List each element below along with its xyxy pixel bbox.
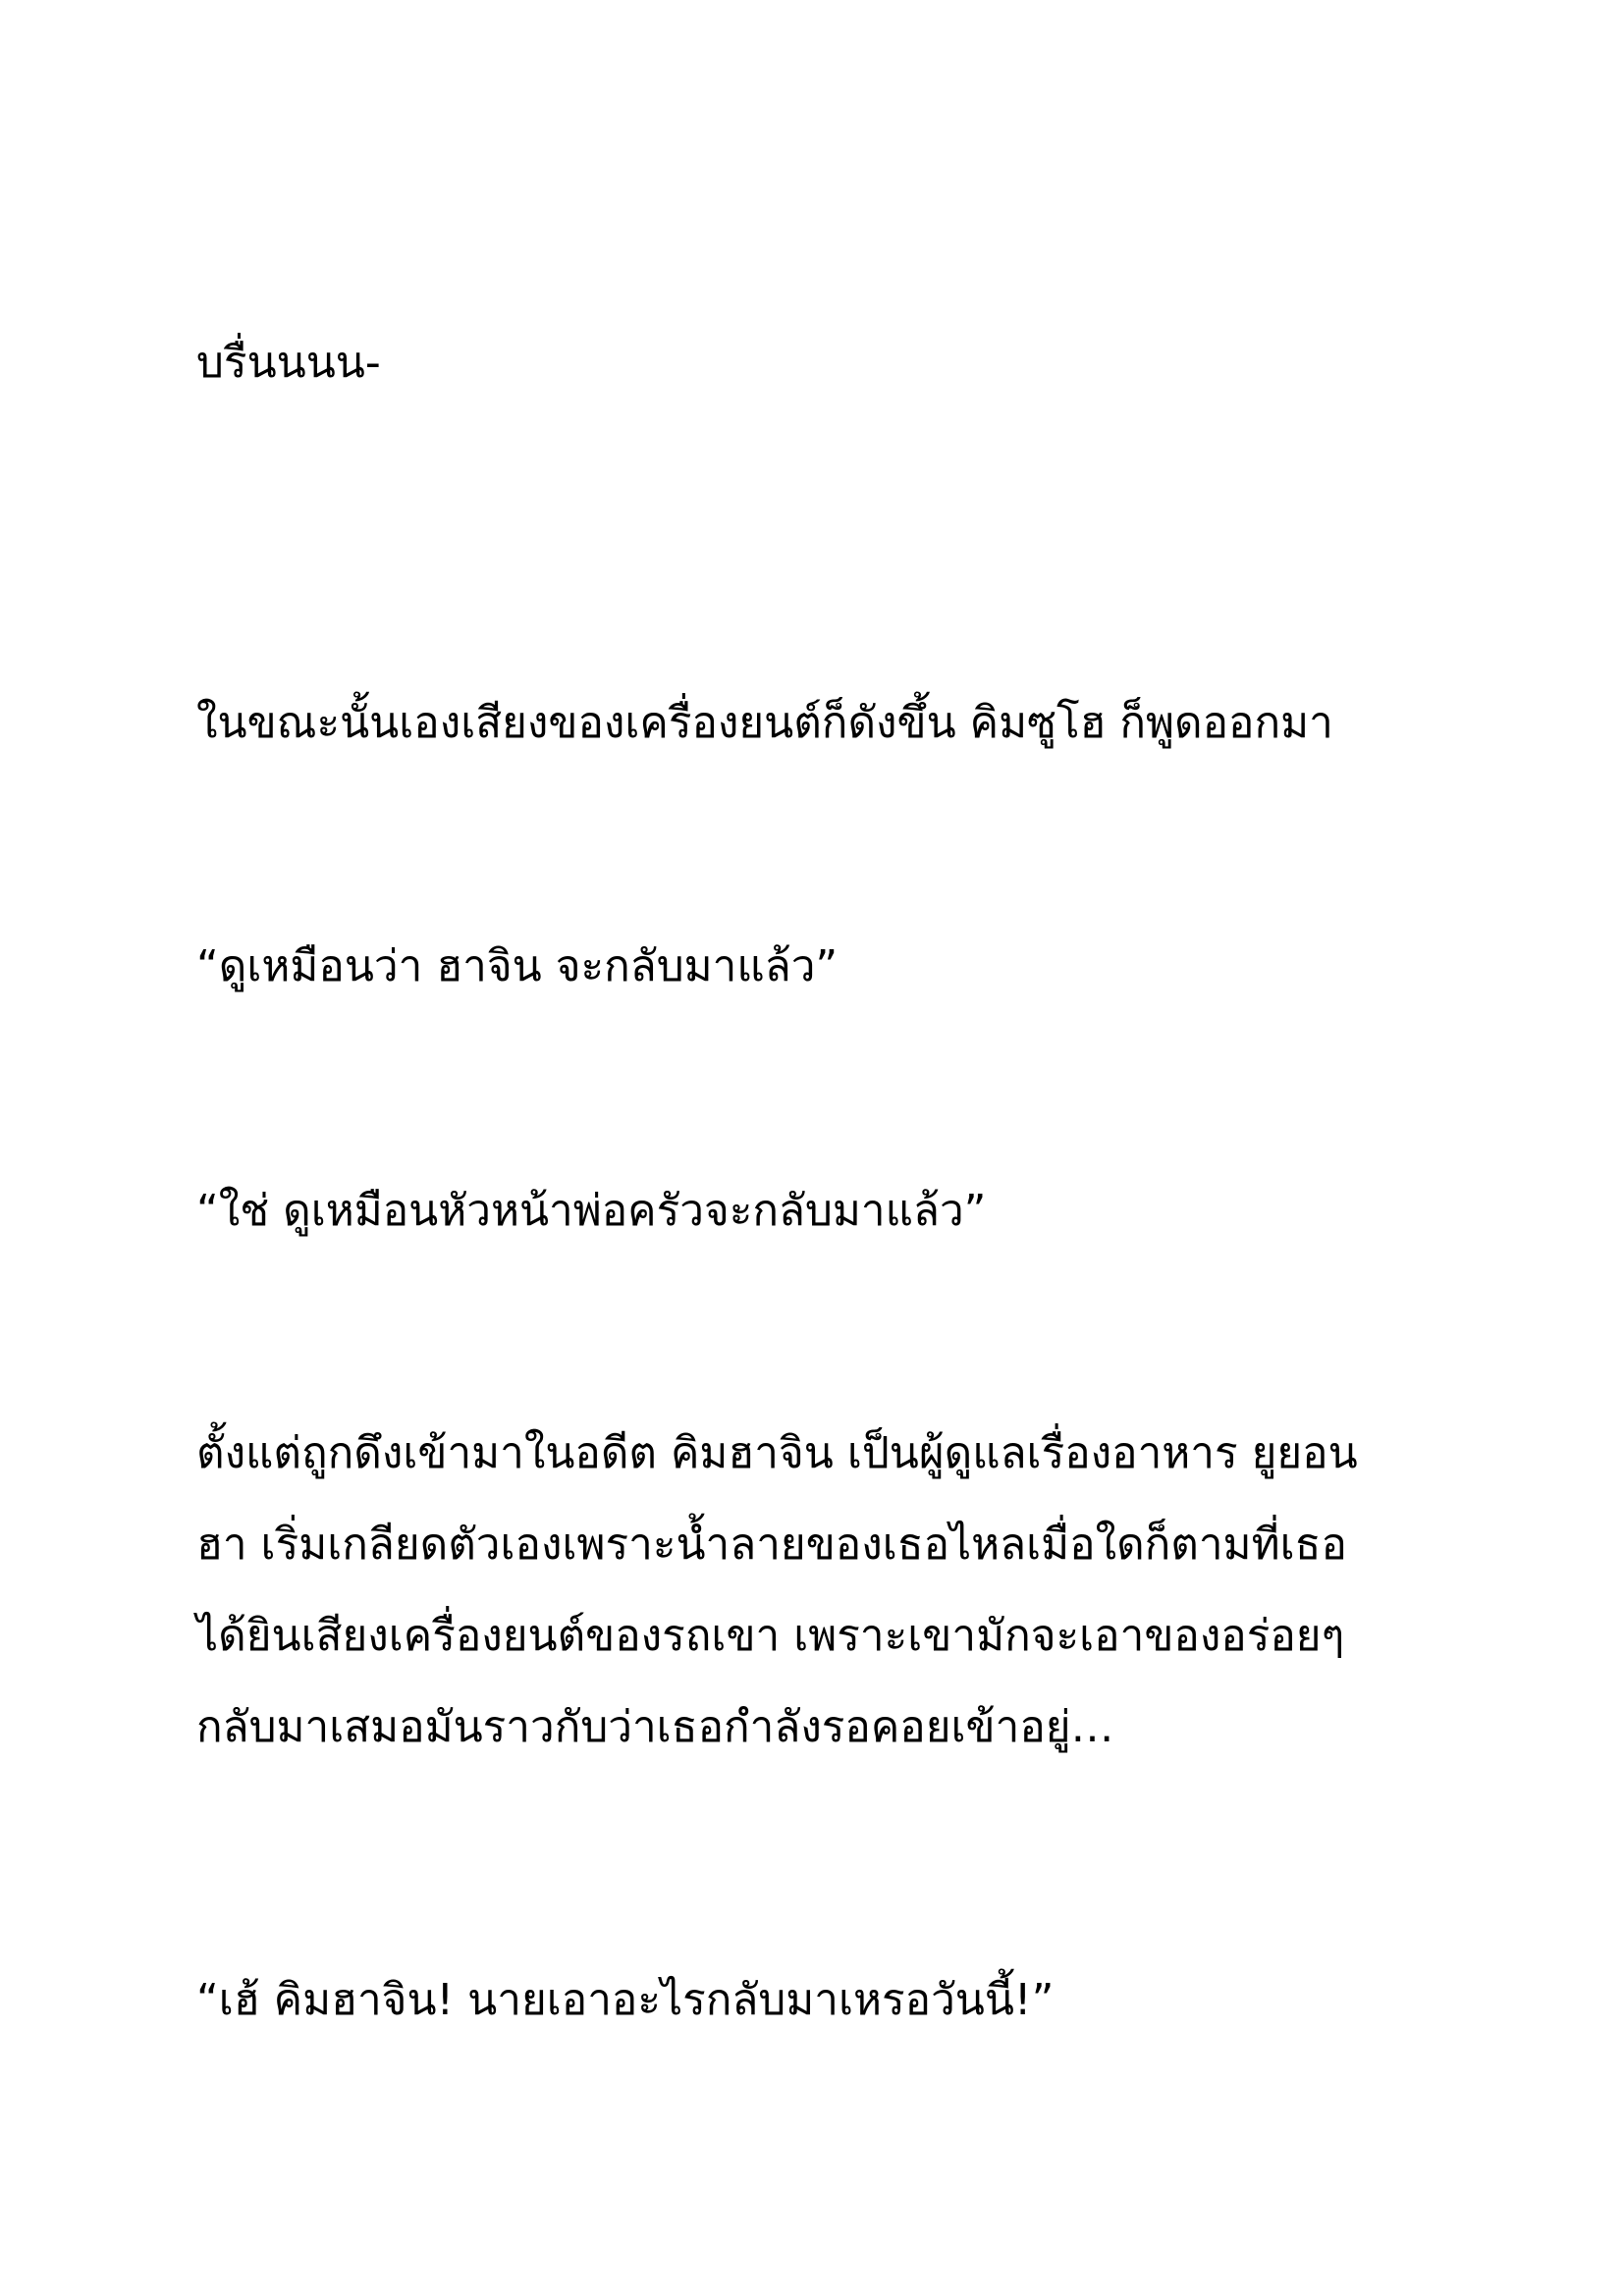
text-line-paragraph: ตั้งแต่ถูกดึงเข้ามาในอดีต คิมฮาจิน เป็นผู้ดูแลเรื่องอาหาร ยูยอน bbox=[196, 1428, 1358, 1478]
text-line-dialogue: “เฮ้ คิมฮาจิน! นายเอาอะไรกลับมาเหรอวันนี้!” bbox=[196, 1975, 1055, 2025]
text-line-paragraph: ได้ยินเสียงเครื่องยนต์ของรถเขา เพราะเขามักจะเอาของอร่อยๆ bbox=[196, 1611, 1345, 1661]
text-line-sound-effect: บรื่นนนน- bbox=[196, 338, 381, 388]
text-line-dialogue: “ดูเหมือนว่า ฮาจิน จะกลับมาแล้ว” bbox=[196, 941, 839, 991]
text-line-narration: ในขณะนั้นเองเสียงของเครื่องยนต์ก็ดังขึ้น คิมซูโฮ ก็พูดออกมา bbox=[196, 698, 1333, 748]
text-line-dialogue: “ใช่ ดูเหมือนหัวหน้าพ่อครัวจะกลับมาแล้ว” bbox=[196, 1186, 987, 1236]
text-line-paragraph: กลับมาเสมอมันราวกับว่าเธอกำลังรอคอยเข้าอยู่… bbox=[196, 1702, 1114, 1752]
text-line-paragraph: ฮา เริ่มเกลียดตัวเองเพราะน้ำลายของเธอไหลเมื่อใดก็ตามที่เธอ bbox=[196, 1520, 1347, 1570]
